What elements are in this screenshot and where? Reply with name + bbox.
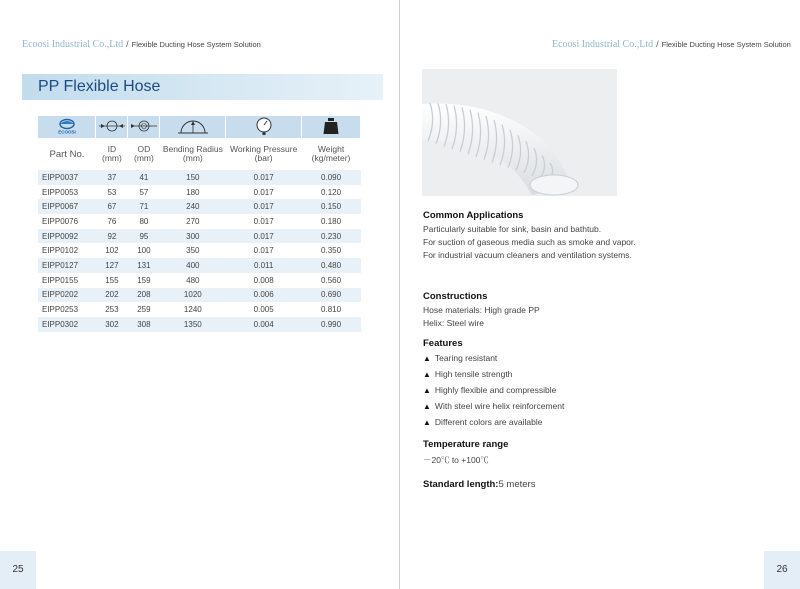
table-cell: 400 [160, 258, 226, 273]
feature-item [423, 368, 564, 381]
table-cell: 0.006 [226, 288, 302, 303]
feature-item [423, 416, 564, 429]
table-cell: 0.120 [321, 187, 342, 197]
table-cell: 155 [105, 275, 119, 285]
table-cell: 0.017 [226, 229, 302, 244]
page-header-right [552, 39, 791, 50]
col-header-id: ID (mm) [102, 144, 122, 163]
table-cell: 0.011 [226, 258, 302, 273]
table-cell: 208 [128, 288, 160, 303]
temperature-value: －20℃ to +100℃ [423, 455, 489, 465]
table-cell: 0.017 [253, 246, 274, 256]
table-cell: 0.230 [302, 229, 361, 244]
brand-logo [38, 116, 96, 138]
table-cell: 0.017 [253, 216, 274, 226]
table-cell: 0.090 [302, 170, 361, 185]
table-cell: 0.017 [253, 187, 274, 197]
table-cell: 80 [139, 216, 149, 226]
temperature-heading: Temperature range [423, 439, 509, 450]
table-cell: 92 [96, 229, 128, 244]
table-cell: EIPP0202 [38, 288, 96, 303]
constructions-section [423, 290, 540, 330]
hose-product-photo [422, 69, 617, 196]
table-row [38, 258, 361, 273]
spec-table [38, 116, 361, 332]
features-list [423, 352, 564, 429]
table-cell: 0.150 [302, 199, 361, 214]
table-cell: 131 [128, 258, 160, 273]
company-name-right: Ecoosi Industrial Co.,Ltd [552, 39, 654, 50]
table-cell: 95 [128, 229, 160, 244]
brand-logo-text: ECOOSI [57, 129, 76, 135]
common-applications-section [423, 209, 636, 262]
triangle-bullet-icon: ▲ [423, 354, 431, 363]
table-cell: EIPP0253 [42, 305, 79, 315]
table-cell: 0.350 [321, 246, 342, 256]
table-cell: 57 [139, 187, 149, 197]
page-number-right: 26 [764, 551, 800, 589]
table-cell: EIPP0067 [38, 199, 96, 214]
table-row [38, 288, 361, 303]
table-row [38, 229, 361, 244]
header-separator-right: / [656, 39, 659, 49]
table-cell: 308 [128, 317, 160, 332]
table-cell: 71 [128, 199, 160, 214]
table-cell: 480 [186, 275, 200, 285]
feature-text: Different colors are available [434, 417, 543, 427]
col-header-part-no: Part No. [49, 148, 85, 160]
feature-item [423, 400, 564, 413]
feature-item [423, 384, 564, 397]
col-header-weight: Weight (kg/meter) [311, 144, 351, 163]
table-cell: 253 [105, 305, 119, 315]
table-cell: 159 [137, 275, 151, 285]
table-row [38, 199, 361, 214]
table-header-row [38, 138, 361, 170]
weight-icon [302, 116, 361, 138]
table-cell: 202 [96, 288, 128, 303]
table-cell: EIPP0302 [38, 317, 96, 332]
table-cell: 259 [137, 305, 151, 315]
right-page [400, 0, 800, 589]
table-cell: 1020 [160, 288, 226, 303]
feature-item [423, 352, 564, 365]
table-cell: EIPP0102 [42, 246, 79, 256]
col-header-od: OD (mm) [133, 144, 154, 163]
triangle-bullet-icon: ▲ [423, 402, 431, 411]
triangle-bullet-icon: ▲ [423, 370, 431, 379]
table-cell: 150 [160, 170, 226, 185]
table-cell: 1350 [160, 317, 226, 332]
table-cell: 127 [96, 258, 128, 273]
table-cell: EIPP0092 [38, 229, 96, 244]
application-line: For suction of gaseous media such as smoke and vapor. [423, 237, 636, 247]
table-cell: 76 [107, 216, 117, 226]
table-cell: 302 [96, 317, 128, 332]
header-separator: / [126, 39, 129, 49]
table-row [38, 214, 361, 229]
table-cell: EIPP0053 [42, 187, 79, 197]
table-cell: EIPP0127 [38, 258, 96, 273]
table-row [38, 273, 361, 288]
table-cell: 180 [186, 187, 200, 197]
table-cell: 0.560 [321, 275, 342, 285]
features-heading: Features [423, 338, 463, 349]
table-cell: 300 [160, 229, 226, 244]
col-header-working-pressure: Working Pressure (bar) [229, 144, 298, 163]
table-row [38, 243, 361, 258]
table-cell: EIPP0076 [42, 216, 79, 226]
triangle-bullet-icon: ▲ [423, 386, 431, 395]
construction-line: Helix: Steel wire [423, 318, 484, 328]
common-applications-heading: Common Applications [423, 210, 524, 221]
temperature-section [423, 438, 508, 467]
table-cell: 0.017 [226, 170, 302, 185]
page-number-left: 25 [0, 551, 36, 589]
col-header-bending-radius: Bending Radius (mm) [162, 144, 223, 163]
constructions-heading: Constructions [423, 291, 488, 302]
table-cell: 1240 [183, 305, 202, 315]
page-title: PP Flexible Hose [38, 78, 161, 95]
table-cell: 41 [128, 170, 160, 185]
table-cell: 102 [105, 246, 119, 256]
table-cell: 0.810 [321, 305, 342, 315]
table-cell: 67 [96, 199, 128, 214]
table-row [38, 302, 361, 317]
table-cell: 350 [186, 246, 200, 256]
standard-length-label: Standard length: [423, 479, 499, 490]
table-cell: 0.180 [321, 216, 342, 226]
table-cell: 240 [160, 199, 226, 214]
table-icon-row [38, 116, 361, 138]
table-cell: 0.990 [302, 317, 361, 332]
header-tagline: Flexible Ducting Hose System Solution [131, 40, 261, 49]
spec-table-body [38, 170, 361, 332]
standard-length-value: 5 meters [498, 479, 536, 490]
table-cell: 0.480 [302, 258, 361, 273]
table-cell: 0.004 [226, 317, 302, 332]
standard-length-section [423, 478, 535, 491]
features-section [423, 337, 564, 432]
bending-radius-icon [160, 116, 226, 138]
inner-diameter-icon [96, 116, 128, 138]
table-cell: 0.008 [253, 275, 274, 285]
header-tagline-right: Flexible Ducting Hose System Solution [661, 40, 791, 49]
table-row [38, 170, 361, 185]
outer-diameter-icon [128, 116, 160, 138]
feature-text: With steel wire helix reinforcement [434, 401, 565, 411]
feature-text: High tensile strength [434, 369, 513, 379]
table-row [38, 185, 361, 200]
table-cell: 37 [96, 170, 128, 185]
application-line: Particularly suitable for sink, basin and bathtub. [423, 224, 602, 234]
page-header [22, 39, 261, 50]
table-cell: EIPP0037 [38, 170, 96, 185]
pressure-gauge-icon [226, 116, 302, 138]
feature-text: Highly flexible and compressible [434, 385, 557, 395]
table-cell: 270 [186, 216, 200, 226]
table-cell: 53 [107, 187, 117, 197]
table-cell: EIPP0155 [42, 275, 79, 285]
triangle-bullet-icon: ▲ [423, 418, 431, 427]
feature-text: Tearing resistant [434, 353, 498, 363]
table-cell: 0.017 [226, 199, 302, 214]
table-cell: 0.005 [253, 305, 274, 315]
application-line: For industrial vacuum cleaners and ventilation systems. [423, 250, 632, 260]
table-cell: 0.690 [302, 288, 361, 303]
title-bar [22, 74, 383, 100]
table-row [38, 317, 361, 332]
construction-line: Hose materials: High grade PP [423, 305, 540, 315]
table-cell: 100 [137, 246, 151, 256]
company-name: Ecoosi Industrial Co.,Ltd [22, 39, 124, 50]
